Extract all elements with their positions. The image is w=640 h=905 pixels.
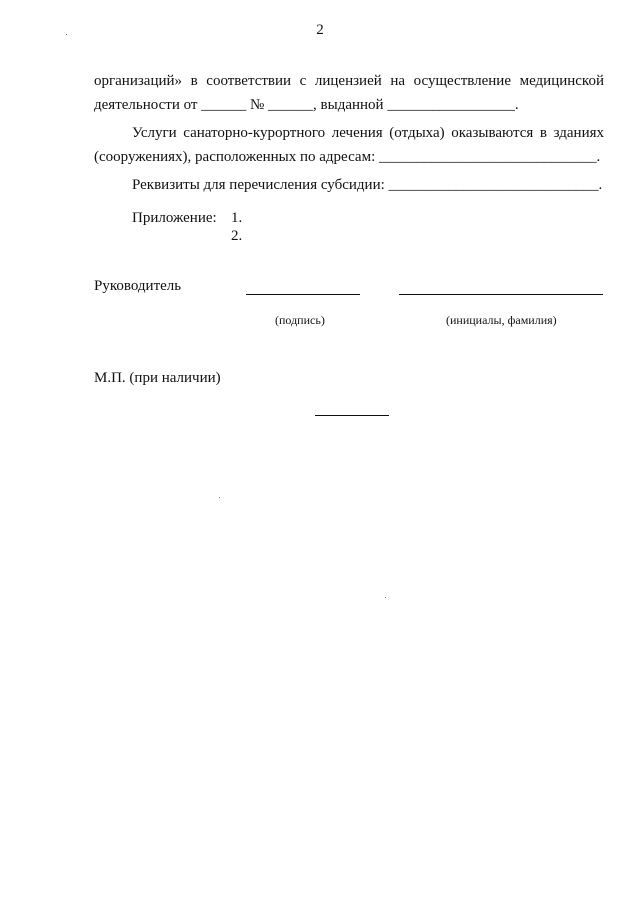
closing-divider (315, 415, 389, 416)
requisites-line: Реквизиты для перечисления субсидии: ____________________________. (132, 177, 603, 193)
name-line (399, 294, 603, 295)
signature-line (246, 294, 360, 295)
license-paragraph (94, 69, 604, 117)
services-paragraph (94, 121, 604, 169)
page-number: 2 (316, 22, 324, 38)
name-caption: (инициалы, фамилия) (446, 313, 557, 327)
stamp-placeholder: М.П. (при наличии) (94, 370, 221, 386)
appendix-item: 1. (231, 210, 243, 226)
appendix-list (231, 209, 242, 245)
signature-caption: (подпись) (275, 313, 325, 327)
license-line-2: деятельности от ______ № ______, выданной _________________. (94, 97, 519, 113)
requisites-paragraph (94, 173, 604, 197)
appendix-item: 2. (231, 228, 243, 244)
appendix-block (132, 209, 243, 244)
scan-speck (219, 497, 220, 498)
license-line-1: организаций» в соответствии с лицензией на осуществление медицинской (94, 73, 604, 89)
services-line-2: (сооружениях), расположенных по адресам: _____________________________. (94, 149, 601, 165)
appendix-label: Приложение: (132, 210, 217, 226)
head-label: Руководитель (94, 278, 182, 294)
scan-speck (385, 597, 386, 598)
scan-speck (66, 34, 67, 35)
services-line-1: Услуги санаторно-курортного лечения (отдыха) оказываются в зданиях (132, 125, 604, 141)
